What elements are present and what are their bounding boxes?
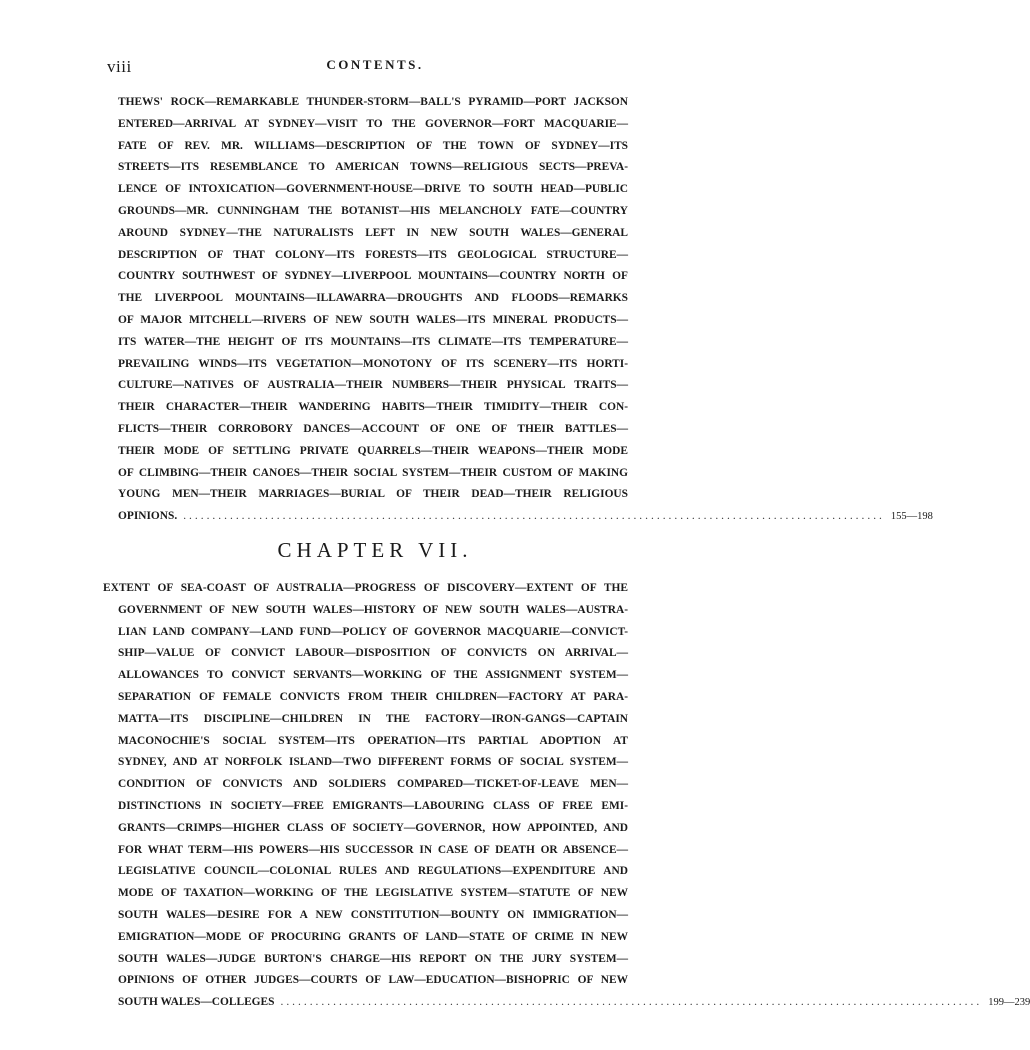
contents-line: LENCE OF INTOXICATION—GOVERNMENT-HOUSE—DRIVE TO SOUTH HEAD—PUBLIC bbox=[118, 183, 628, 196]
contents-line: DESCRIPTION OF THAT COLONY—ITS FORESTS—ITS GEOLOGICAL STRUCTURE— bbox=[118, 248, 628, 261]
contents-line: EMIGRATION—MODE OF PROCURING GRANTS OF LAND—STATE OF CRIME IN NEW bbox=[118, 930, 628, 943]
contents-line: PREVAILING WINDS—ITS VEGETATION—MONOTONY OF ITS SCENERY—ITS HORTI- bbox=[118, 357, 628, 370]
contents-line: SHIP—VALUE OF CONVICT LABOUR—DISPOSITION OF CONVICTS ON ARRIVAL— bbox=[118, 647, 628, 660]
contents-line: SOUTH WALES—DESIRE FOR A NEW CONSTITUTION—BOUNTY ON IMMIGRATION— bbox=[118, 908, 628, 921]
running-head: CONTENTS. bbox=[326, 57, 424, 72]
contents-line: SEPARATION OF FEMALE CONVICTS FROM THEIR CHILDREN—FACTORY AT PARA- bbox=[118, 690, 628, 703]
contents-line: ITS WATER—THE HEIGHT OF ITS MOUNTAINS—ITS CLIMATE—ITS TEMPERATURE— bbox=[118, 335, 628, 348]
contents-last-line bbox=[118, 506, 933, 528]
contents-line: CONDITION OF CONVICTS AND SOLDIERS COMPARED—TICKET-OF-LEAVE MEN— bbox=[118, 778, 628, 791]
contents-line: LEGISLATIVE COUNCIL—COLONIAL RULES AND REGULATIONS—EXPENDITURE AND bbox=[118, 865, 628, 878]
contents-line: SOUTH WALES—JUDGE BURTON'S CHARGE—HIS REPORT ON THE JURY SYSTEM— bbox=[118, 952, 628, 965]
contents-line: THEIR MODE OF SETTLING PRIVATE QUARRELS—THEIR WEAPONS—THEIR MODE bbox=[118, 444, 628, 457]
contents-line: LIAN LAND COMPANY—LAND FUND—POLICY OF GOVERNOR MACQUARIE—CONVICT- bbox=[118, 625, 628, 638]
contents-line: GOVERNMENT OF NEW SOUTH WALES—HISTORY OF NEW SOUTH WALES—AUSTRA- bbox=[118, 603, 628, 616]
contents-line: OPINIONS OF OTHER JUDGES—COURTS OF LAW—EDUCATION—BISHOPRIC OF NEW bbox=[118, 974, 628, 987]
chapter-heading: CHAPTER VII. bbox=[277, 538, 473, 562]
contents-line: GRANTS—CRIMPS—HIGHER CLASS OF SOCIETY—GOVERNOR, HOW APPOINTED, AND bbox=[118, 821, 628, 834]
contents-line: CULTURE—NATIVES OF AUSTRALIA—THEIR NUMBERS—THEIR PHYSICAL TRAITS— bbox=[118, 379, 628, 392]
contents-line: OF CLIMBING—THEIR CANOES—THEIR SOCIAL SYSTEM—THEIR CUSTOM OF MAKING bbox=[118, 466, 628, 479]
page-range: 199—239 bbox=[988, 997, 1030, 1009]
contents-line: AROUND SYDNEY—THE NATURALISTS LEFT IN NEW SOUTH WALES—GENERAL bbox=[118, 226, 628, 239]
contents-line: ENTERED—ARRIVAL AT SYDNEY—VISIT TO THE GOVERNOR—FORT MACQUARIE— bbox=[118, 117, 628, 130]
contents-line: THE LIVERPOOL MOUNTAINS—ILLAWARRA—DROUGHTS AND FLOODS—REMARKS bbox=[118, 292, 628, 305]
page-range: 155—198 bbox=[890, 511, 933, 523]
dot-leader: ........................................................................................................................ bbox=[280, 996, 983, 1009]
contents-line: YOUNG MEN—THEIR MARRIAGES—BURIAL OF THEIR DEAD—THEIR RELIGIOUS bbox=[118, 488, 628, 501]
contents-line: ALLOWANCES TO CONVICT SERVANTS—WORKING OF THE ASSIGNMENT SYSTEM— bbox=[118, 669, 628, 682]
page-number: viii bbox=[107, 57, 132, 76]
contents-line: THEWS' ROCK—REMARKABLE THUNDER-STORM—BALL'S PYRAMID—PORT JACKSON bbox=[118, 96, 628, 108]
chapter-vi-contents bbox=[118, 92, 933, 528]
contents-line: FOR WHAT TERM—HIS POWERS—HIS SUCCESSOR IN CASE OF DEATH OR ABSENCE— bbox=[118, 843, 628, 856]
dot-leader: ........................................................................................................................ bbox=[183, 510, 885, 523]
contents-line: MACONOCHIE'S SOCIAL SYSTEM—ITS OPERATION—ITS PARTIAL ADOPTION AT bbox=[118, 734, 628, 747]
contents-line: STREETS—ITS RESEMBLANCE TO AMERICAN TOWNS—RELIGIOUS SECTS—PREVA- bbox=[118, 161, 628, 174]
chapter-vii-contents bbox=[103, 578, 1030, 1014]
contents-line: MODE OF TAXATION—WORKING OF THE LEGISLATIVE SYSTEM—STATUTE OF NEW bbox=[118, 887, 628, 900]
contents-line-text: OPINIONS. bbox=[118, 510, 178, 523]
contents-line: COUNTRY SOUTHWEST OF SYDNEY—LIVERPOOL MOUNTAINS—COUNTRY NORTH OF bbox=[118, 270, 628, 283]
contents-line: DISTINCTIONS IN SOCIETY—FREE EMIGRANTS—LABOURING CLASS OF FREE EMI- bbox=[118, 799, 628, 812]
contents-line: SYDNEY, AND AT NORFOLK ISLAND—TWO DIFFERENT FORMS OF SOCIAL SYSTEM— bbox=[118, 756, 628, 769]
contents-line: OF MAJOR MITCHELL—RIVERS OF NEW SOUTH WALES—ITS MINERAL PRODUCTS— bbox=[118, 313, 628, 326]
contents-line: EXTENT OF SEA-COAST OF AUSTRALIA—PROGRESS OF DISCOVERY—EXTENT OF THE bbox=[103, 582, 628, 594]
contents-last-line bbox=[118, 992, 1030, 1014]
contents-line: MATTA—ITS DISCIPLINE—CHILDREN IN THE FACTORY—IRON-GANGS—CAPTAIN bbox=[118, 712, 628, 725]
contents-line: FLICTS—THEIR CORROBORY DANCES—ACCOUNT OF ONE OF THEIR BATTLES— bbox=[118, 422, 628, 435]
contents-line: THEIR CHARACTER—THEIR WANDERING HABITS—THEIR TIMIDITY—THEIR CON- bbox=[118, 401, 628, 414]
contents-line: GROUNDS—MR. CUNNINGHAM THE BOTANIST—HIS MELANCHOLY FATE—COUNTRY bbox=[118, 204, 628, 217]
contents-line: FATE OF REV. MR. WILLIAMS—DESCRIPTION OF THE TOWN OF SYDNEY—ITS bbox=[118, 139, 628, 152]
contents-line-text: SOUTH WALES—COLLEGES bbox=[118, 996, 275, 1009]
